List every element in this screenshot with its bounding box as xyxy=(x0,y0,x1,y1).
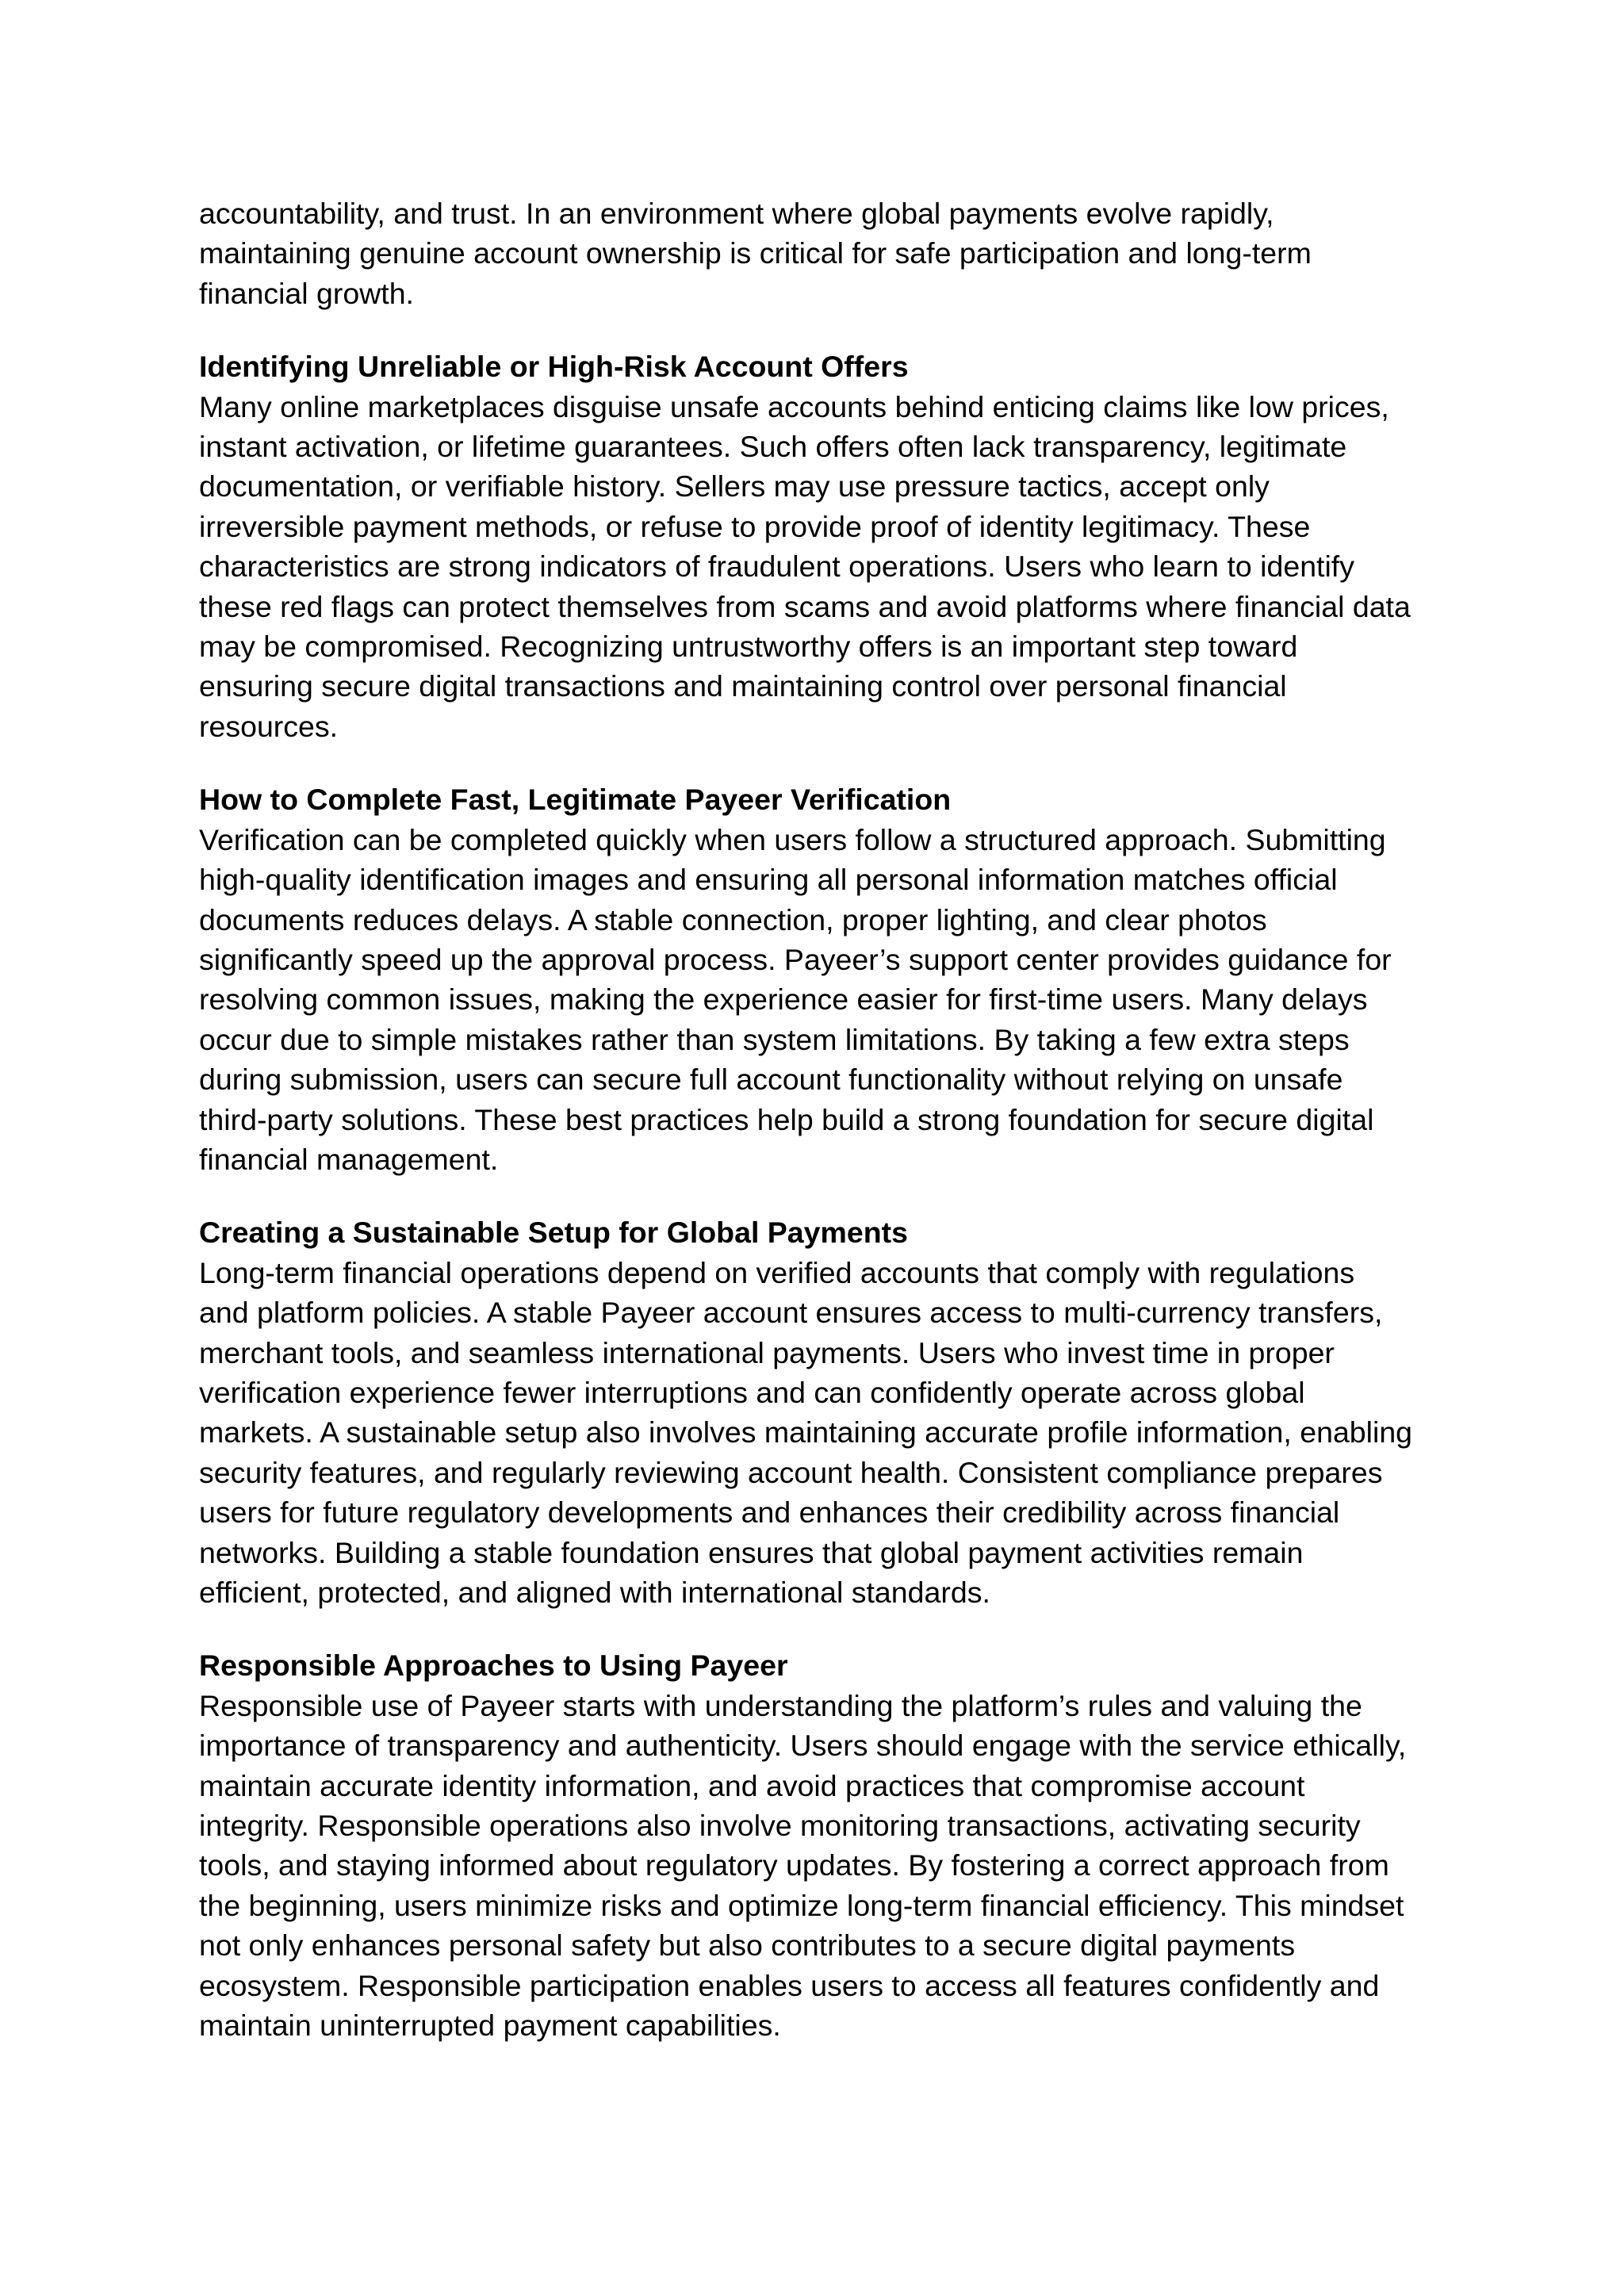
section-responsible-use xyxy=(199,1645,1444,2045)
section-unreliable-offers xyxy=(199,347,1444,746)
section-body: Long-term financial operations depend on verified accounts that comply with regulations and platform policies. A stable Payeer account ensures access to multi-currency transfers, merchant tools, and seamless international payments. Users who invest time in proper verification experience fewer interruptions and can confidently operate across global markets. A sustainable setup also involves maintaining accurate profile information, enabling security features, and regularly reviewing account health. Consistent compliance prepares users for future regulatory developments and enhances their credibility across financial networks. Building a stable foundation ensures that global payment activities remain efficient, protected, and aligned with international standards. xyxy=(199,1255,1413,1609)
section-heading: How to Complete Fast, Legitimate Payeer Verification xyxy=(199,783,952,817)
section-body: Responsible use of Payeer starts with understanding the platform’s rules and valuing the importance of transparency and authenticity. Users should engage with the service ethically, maintain accurate identity information, and avoid practices that compromise account integrity. Responsible operations also involve monitoring transactions, activating security tools, and staying informed about regulatory updates. By fostering a correct approach from the beginning, users minimize risks and optimize long-term financial efficiency. This mindset not only enhances personal safety but also contributes to a secure digital payments ecosystem. Responsible participation enables users to access all features confidently and maintain uninterrupted payment capabilities. xyxy=(199,1688,1407,2043)
document-page xyxy=(199,193,1444,2045)
section-payeer-verification xyxy=(199,779,1444,1179)
section-heading: Responsible Approaches to Using Payeer xyxy=(199,1649,788,1683)
section-body: Verification can be completed quickly when users follow a structured approach. Submitting high-quality identification images and ensuring all personal information matches official documents reduces delays. A stable connection, proper lighting, and clear photos significantly speed up the approval process. Payeer’s support center provides guidance for resolving common issues, making the experience easier for first-time users. Many delays occur due to simple mistakes rather than system limitations. By taking a few extra steps during submission, users can secure full account functionality without relying on unsafe third-party solutions. These best practices help build a strong foundation for secure digital financial management. xyxy=(199,822,1392,1176)
section-body: Many online marketplaces disguise unsafe accounts behind enticing claims like low prices, instant activation, or lifetime guarantees. Such offers often lack transparency, legitimate documentation, or verifiable history. Sellers may use pressure tactics, accept only irreversible payment methods, or refuse to provide proof of identity legitimacy. These characteristics are strong indicators of fraudulent operations. Users who learn to identify these red flags can protect themselves from scams and avoid platforms where financial data may be compromised. Recognizing untrustworthy offers is an important step toward ensuring secure digital transactions and maintaining control over personal financial resources. xyxy=(199,389,1411,743)
section-heading: Identifying Unreliable or High-Risk Account Offers xyxy=(199,350,909,384)
section-sustainable-setup xyxy=(199,1212,1444,1612)
intro-paragraph: accountability, and trust. In an environment where global payments evolve rapidly, maintaining genuine account ownership is critical for safe participation and long-term financial growth. xyxy=(199,197,1312,310)
section-heading: Creating a Sustainable Setup for Global Payments xyxy=(199,1216,908,1250)
